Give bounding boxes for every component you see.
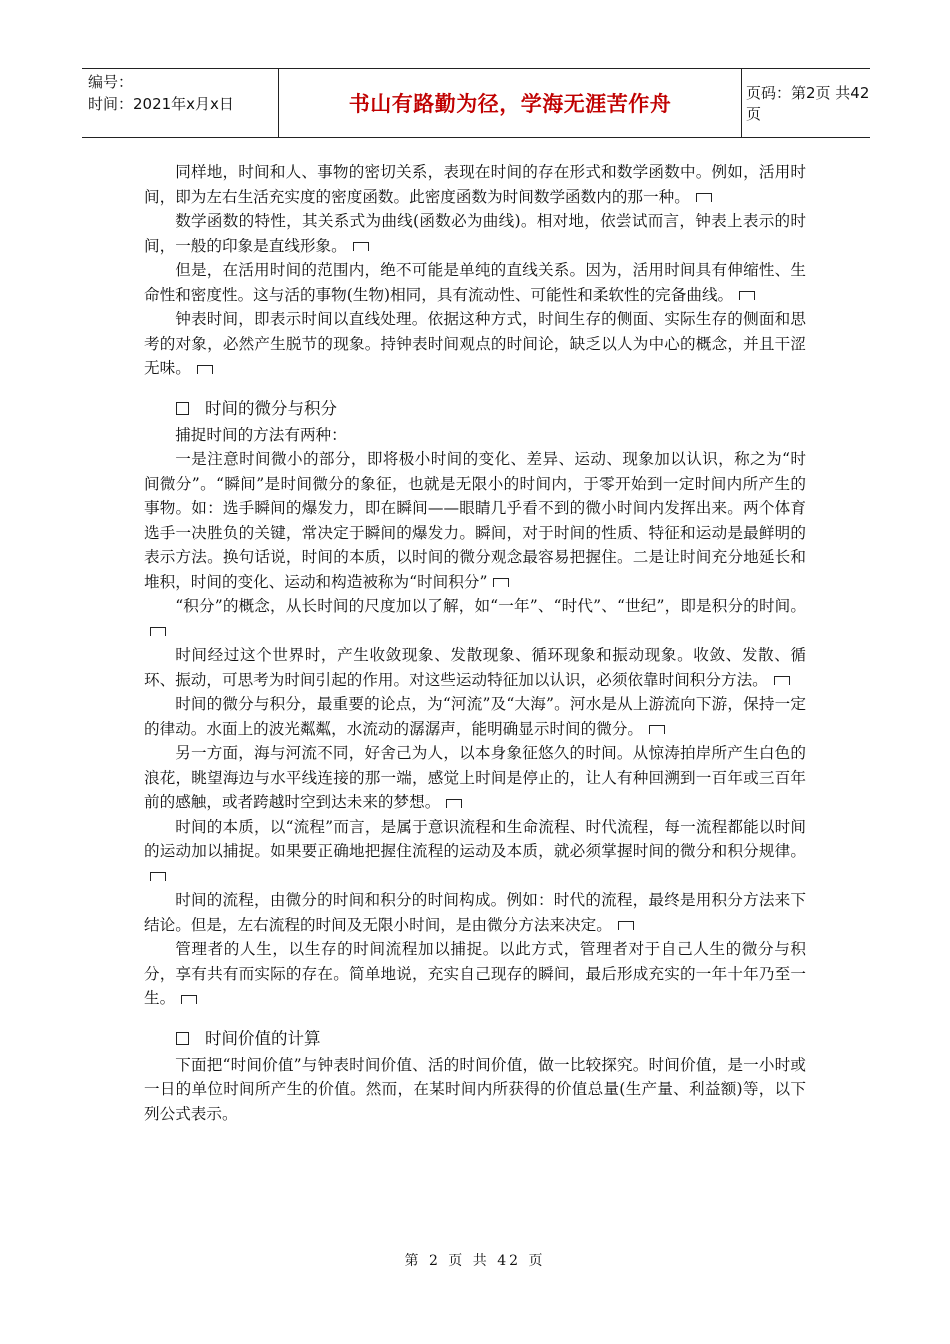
page-header <box>82 68 870 138</box>
paragraph-mark-icon <box>649 725 665 734</box>
body-paragraph: 时间经过这个世界时，产生收敛现象、发散现象、循环现象和振动现象。收敛、发散、循环、振动，可思考为时间引起的作用。对这些运动特征加以认识，必须依靠时间积分方法。 <box>144 646 806 689</box>
body-paragraph: 时间的本质，以“流程”而言，是属于意识流程和生命流程、时代流程，每一流程都能以时间的运动加以捕捉。如果要正确地把握住流程的运动及本质，就必须掌握时间的微分和积分规律。 <box>144 815 806 889</box>
header-meta <box>88 71 234 115</box>
body-paragraph: 管理者的人生，以生存的时间流程加以捕捉。以此方式，管理者对于自己人生的微分与积分，享有共有而实际的存在。简单地说，充实自己现存的瞬间，最后形成充实的一年十年乃至一生。 <box>144 940 806 1007</box>
header-page-number: 页码：第2页 共42页 <box>746 84 870 123</box>
body-paragraph: 钟表时间，即表示时间以直线处理。依据这种方式，时间生存的侧面、实际生存的侧面和思考的对象，必然产生脱节的现象。持钟表时间观点的时间论，缺乏以人为中心的概念，并且干涩无味。 <box>144 310 806 377</box>
paragraph-mark-icon <box>696 193 712 202</box>
paragraph-mark-icon <box>493 578 509 587</box>
paragraph-mark-icon <box>353 242 369 251</box>
page-footer: 第 2 页 共 42 页 <box>404 1253 546 1269</box>
body-paragraph: 时间的流程，由微分的时间和积分的时间构成。例如：时代的流程，最终是用积分方法来下结论。但是，左右流程的时间及无限小时间，是由微分方法来决定。 <box>144 891 806 934</box>
body-paragraph: 但是，在活用时间的范围内，绝不可能是单纯的直线关系。因为，活用时间具有伸缩性、生命性和密度性。这与活的事物(生物)相同，具有流动性、可能性和柔软性的完备曲线。 <box>144 261 806 304</box>
paragraph-mark-icon <box>446 799 462 808</box>
paragraph-mark-icon <box>618 921 634 930</box>
paragraph-mark-icon <box>739 291 755 300</box>
body-paragraph: 数学函数的特性，其关系式为曲线(函数必为曲线)。相对地，依尝试而言，钟表上表示的时间，一般的印象是直线形象。 <box>144 212 806 255</box>
body-paragraph: “积分”的概念，从长时间的尺度加以了解，如“一年”、“时代”、“世纪”，即是积分的时间。 <box>144 594 806 643</box>
section-heading: 时间的微分与积分 <box>144 397 806 421</box>
document-body <box>144 160 806 1126</box>
body-paragraph: 另一方面，海与河流不同，好舍己为人，以本身象征悠久的时间。从惊涛拍岸所产生白色的浪花，眺望海边与水平线连接的那一端，感觉上时间是停止的，让人有种回溯到一百年或三百年前的感触，或者跨越时空到达未来的梦想。 <box>144 744 806 811</box>
body-paragraph: 捕捉时间的方法有两种： <box>175 425 347 444</box>
section-heading: 时间价值的计算 <box>144 1027 806 1051</box>
paragraph-mark-icon <box>181 995 197 1004</box>
header-motto: 书山有路勤为径，学海无涯苦作舟 <box>278 69 742 137</box>
body-paragraph: 同样地，时间和人、事物的密切关系，表现在时间的存在形式和数学函数中。例如，活用时间，即为左右生活充实度的密度函数。此密度函数为时间数学函数内的那一种。 <box>144 163 806 206</box>
paragraph-mark-icon <box>150 872 166 881</box>
checkbox-square-icon <box>176 402 189 415</box>
document-number-label: 编号： <box>88 73 134 91</box>
body-paragraph: 下面把“时间价值”与钟表时间价值、活的时间价值，做一比较探究。时间价值，是一小时或一日的单位时间所产生的价值。然而，在某时间内所获得的价值总量(生产量、利益额)等，以下列公式表示。 <box>144 1055 806 1123</box>
checkbox-square-icon <box>176 1032 189 1045</box>
paragraph-mark-icon <box>150 627 166 636</box>
paragraph-mark-icon <box>774 676 790 685</box>
body-paragraph: 一是注意时间微小的部分，即将极小时间的变化、差异、运动、现象加以认识，称之为“时间微分”。“瞬间”是时间微分的象征，也就是无限小的时间内，于零开始到一定时间内所产生的事物。如：选手瞬间的爆发力，即在瞬间——眼睛几乎看不到的微小时间内发挥出来。两个体育选手一决胜负的关键，常决定于瞬间的爆发力。瞬间，对于时间的性质、特征和运动是最鲜明的表示方法。换句话说，时间的本质，以时间的微分观念最容易把握住。二是让时间充分地延长和堆积，时间的变化、运动和构造被称为“时间积分” <box>144 450 806 591</box>
document-date-label: 时间：2021年x月x日 <box>88 95 234 113</box>
body-paragraph: 时间的微分与积分，最重要的论点，为“河流”及“大海”。河水是从上游流向下游，保持一定的律动。水面上的波光粼粼，水流动的潺潺声，能明确显示时间的微分。 <box>144 695 806 738</box>
paragraph-mark-icon <box>197 365 213 374</box>
